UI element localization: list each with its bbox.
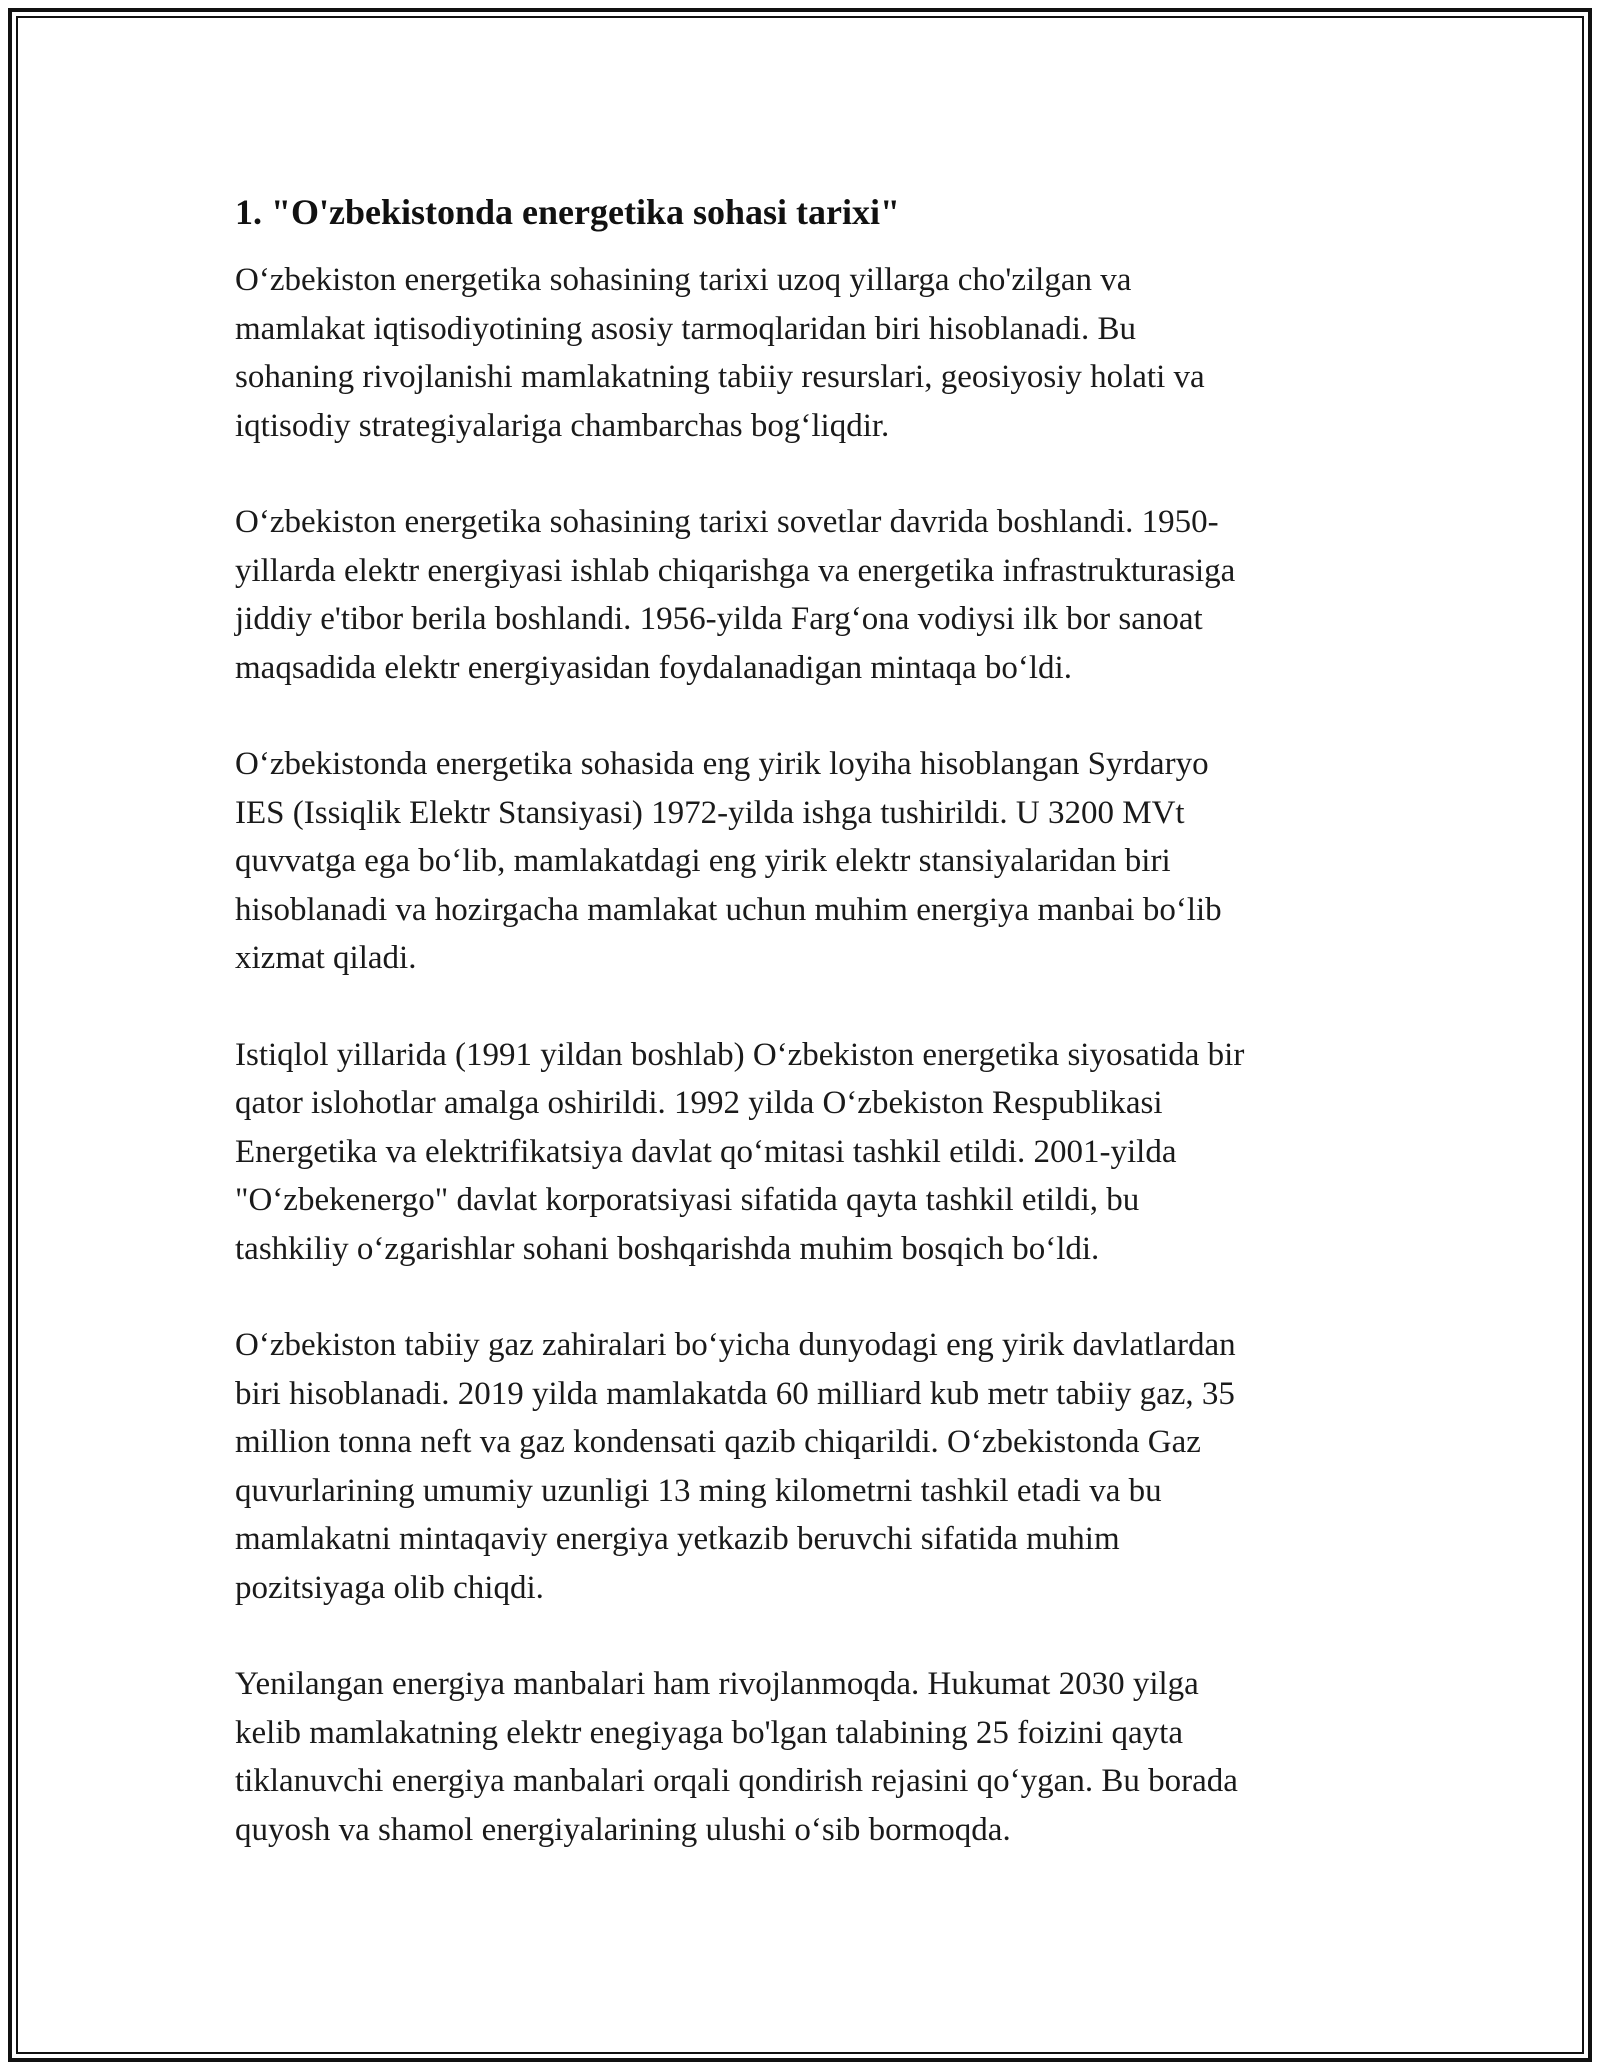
paragraph-6 — [235, 1660, 1365, 1854]
paragraph-line: quvvatga ega bo‘lib, mamlakatdagi eng yirik elektr stansiyalaridan biri — [235, 843, 1171, 879]
paragraph-line: tashkiliy o‘zgarishlar sohani boshqarishda muhim bosqich bo‘ldi. — [235, 1230, 1100, 1267]
paragraph-line: yillarda elektr energiyasi ishlab chiqarishga va energetika infrastrukturasiga — [235, 552, 1236, 589]
paragraph-line: "O‘zbekenergo" davlat korporatsiyasi sifatida qayta tashkil etildi, bu — [235, 1182, 1140, 1218]
paragraph-line: Istiqlol yillarida (1991 yildan boshlab) O‘zbekiston energetika siyosatida bir — [235, 1036, 1245, 1073]
paragraph-line: O‘zbekiston tabiiy gaz zahiralari bo‘yicha dunyodagi eng yirik davlatlardan — [235, 1327, 1236, 1363]
paragraph-line: tiklanuvchi energiya manbalari orqali qondirish rejasini qo‘ygan. Bu borada — [235, 1763, 1238, 1799]
paragraph-line: O‘zbekistonda energetika sohasida eng yirik loyiha hisoblangan Syrdaryo — [235, 746, 1209, 782]
paragraph-3 — [235, 740, 1365, 983]
paragraph-line: IES (Issiqlik Elektr Stansiyasi) 1972-yilda ishga tushirildi. U 3200 MVt — [235, 794, 1185, 831]
paragraph-2 — [235, 498, 1365, 692]
paragraph-4 — [235, 1031, 1365, 1274]
paragraph-line: biri hisoblanadi. 2019 yilda mamlakatda 60 milliard kub metr tabiiy gaz, 35 — [235, 1375, 1235, 1412]
paragraph-line: million tonna neft va gaz kondensati qazib chiqarildi. O‘zbekistonda Gaz — [235, 1424, 1201, 1460]
paragraph-line: jiddiy e'tibor berila boshlandi. 1956-yilda Farg‘ona vodiysi ilk bor sanoat — [235, 601, 1203, 637]
paragraph-line: kelib mamlakatning elektr enegiyaga bo'lgan talabining 25 foizini qayta — [235, 1714, 1183, 1751]
paragraph-line: Yenilangan energiya manbalari ham rivojlanmoqda. Hukumat 2030 yilga — [235, 1666, 1199, 1702]
paragraph-line: quvurlarining umumiy uzunligi 13 ming kilometrni tashkil etadi va bu — [235, 1472, 1162, 1509]
paragraph-line: mamlakatni mintaqaviy energiya yetkazib beruvchi sifatida muhim — [235, 1521, 1120, 1557]
document-title: 1. "O'zbekistonda energetika sohasi tarixi" — [235, 192, 900, 232]
document-body — [235, 188, 1365, 1902]
paragraph-1 — [235, 256, 1365, 450]
paragraph-line: quyosh va shamol energiyalarining ulushi o‘sib bormoqda. — [235, 1811, 1011, 1848]
paragraph-line: maqsadida elektr energiyasidan foydalanadigan mintaqa bo‘ldi. — [235, 649, 1072, 686]
paragraph-line: hisoblanadi va hozirgacha mamlakat uchun muhim energiya manbai bo‘lib — [235, 891, 1222, 928]
paragraph-line: pozitsiyaga olib chiqdi. — [235, 1569, 544, 1606]
paragraph-line: O‘zbekiston energetika sohasining tarixi sovetlar davrida boshlandi. 1950- — [235, 504, 1219, 540]
paragraph-line: Energetika va elektrifikatsiya davlat qo‘mitasi tashkil etildi. 2001-yilda — [235, 1133, 1177, 1170]
paragraph-line: xizmat qiladi. — [235, 940, 417, 976]
paragraph-line: sohaning rivojlanishi mamlakatning tabiiy resurslari, geosiyosiy holati va — [235, 359, 1205, 395]
paragraph-line: iqtisodiy strategiyalariga chambarchas bog‘liqdir. — [235, 407, 890, 444]
paragraph-line: qator islohotlar amalga oshirildi. 1992 yilda O‘zbekiston Respublikasi — [235, 1085, 1163, 1121]
paragraph-line: O‘zbekiston energetika sohasining tarixi uzoq yillarga cho'zilgan va — [235, 262, 1132, 298]
paragraph-line: mamlakat iqtisodiyotining asosiy tarmoqlaridan biri hisoblanadi. Bu — [235, 310, 1136, 347]
paragraph-5 — [235, 1321, 1365, 1612]
